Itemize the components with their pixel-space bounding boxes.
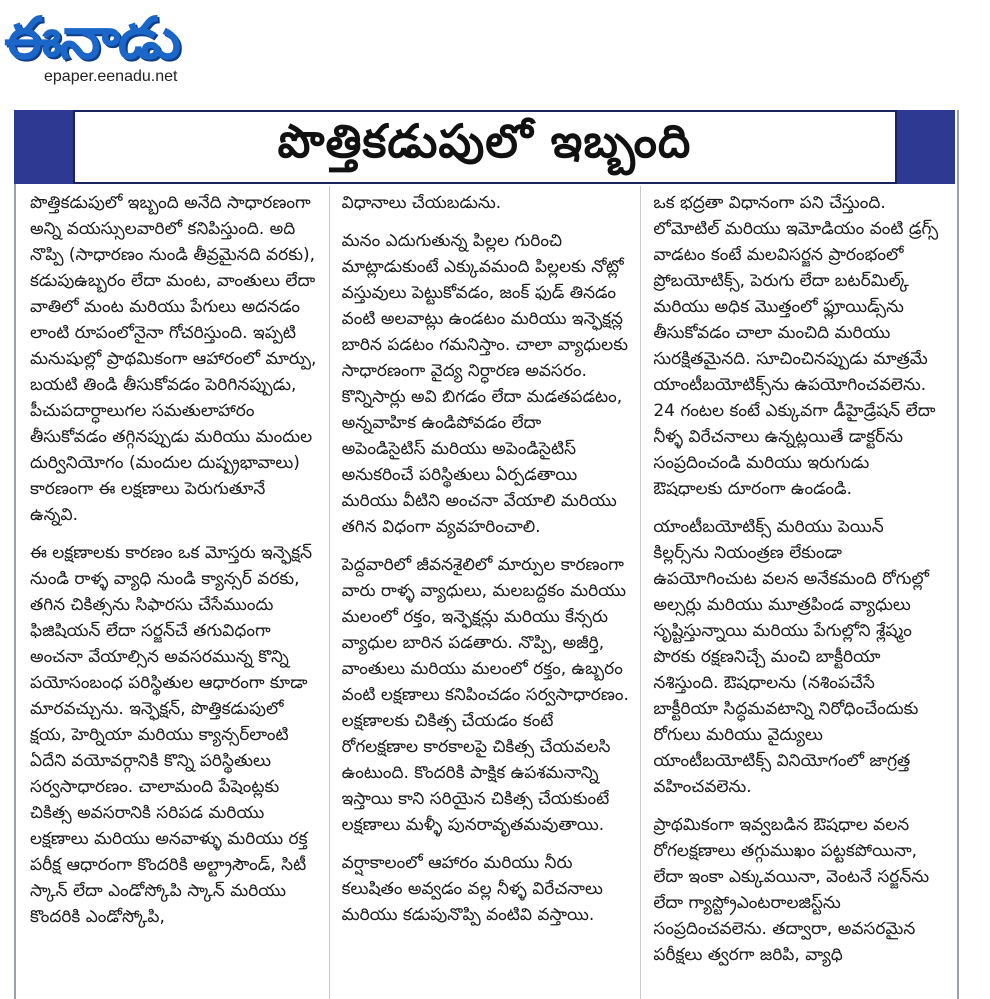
paragraph: పెద్దవారిలో జీవనశైలిలో మార్పుల కారణంగా వారు రాళ్ళ వ్యాధులు, మలబద్దకం మరియు మలంలో రక్తం, ఇన్ఫెక్షన్లు మరియు కేన్సరు వ్యాధుల బారిన పడతారు. నొప్పి, అజీర్తి, వాంతులు మరియు మలంలో రక్తం, ఉబ్బరం వంటి లక్షణాలు కనిపించడం సర్వసాధారణం. లక్షణాలకు చికిత్స చేయడం కంటే రోగలక్షణాల కారకాలపై చికిత్స చేయవలసి ఉంటుంది. కొందరికి పాక్షిక ఉపశమనాన్ని ఇస్తాయి కాని సరియైన చికిత్స చేయకుంటే లక్షణాలు మళ్ళీ పునరావృతమవుతాయి.: [341, 555, 629, 835]
paragraph: మనం ఎదుగుతున్న పిల్లల గురించి మాట్లాడుకుంటే ఎక్కువమంది పిల్లలకు నోట్లో వస్తువులు పెట్టుకోవడం, జంక్ ఫుడ్ తినడం వంటి అలవాట్లు ఉండటం మరియు ఇన్ఫెక్షన్ల బారిన పడటం గమనిస్తాం. చాలా వ్యాధులకు సాధారణంగా వైద్య నిర్ధారణ అవసరం. కొన్నిసార్లు అవి బిగడం లేదా మడతపడటం, అన్నవాహిక ఉండిపోవడం లేదా అపెండిసైటిస్ మరియు అపెండిసైటిస్ అనుకరించే పరిస్థితులు ఏర్పడతాయి మరియు వీటిని అంచనా వేయాలి మరియు తగిన విధంగా వ్యవహరించాలి.: [341, 231, 628, 537]
article-column-2: [329, 186, 641, 999]
article-column-3: [640, 186, 952, 999]
paragraph: ఈ లక్షణాలకు కారణం ఒక మోస్తరు ఇన్ఫెక్షన్ నుండి రాళ్ళ వ్యాధి నుండి క్యాన్సర్ వరకు, తగిన చికిత్సను సిఫారసు చేసేముందు ఫిజిషియన్ లేదా సర్జన్‌చే తగువిధంగా అంచనా వేయాల్సిన అవసరమున్న కొన్ని పయోసంబంధ పరిస్థితుల ఆధారంగా కూడా మారవచ్చును. ఇన్ఫెక్షన్, పొత్తికడుపులో క్షయ, హెర్నియా మరియు క్యాన్సర్‌లాంటి ఏదేని వయోవర్గానికి కొన్ని పరిస్థితులు సర్వసాధారణం. చాలామంది పేషెంట్లకు చికిత్స అవసరానికి సరిపడ మరియు లక్షణాలు మరియు అనవాళ్ళు మరియు రక్త పరీక్ష ఆధారంగా కొందరికి అల్ట్రాసౌండ్, సిటీ స్కాన్ లేదా ఎండోస్కోపి స్కాన్ మరియు కొందరికి ఎండోస్కోపి,: [30, 543, 313, 927]
headline-banner: [14, 110, 955, 184]
article-column-1: [18, 186, 329, 999]
article-headline: పొత్తికడుపులో ఇబ్బంది: [277, 114, 692, 168]
paragraph: పొత్తికడుపులో ఇబ్బంది అనేది సాధారణంగా అన్ని వయస్సులవారిలో కనిపిస్తుంది. అది నొప్పి (సాధారణం నుండి తీవ్రమైనది వరకు), కడుపుఉబ్బరం లేదా మంట, వాంతులు లేదా వాతిలో మంట మరియు పేగులు అదనడం లాంటి రూపంలోనైనా గోచరిస్తుంది. ఇప్పటి మనుషుల్లో ప్రాథమికంగా ఆహారంలో మార్పు, బయటి తిండి తీసుకోవడం పెరిగినప్పుడు, పీచుపదార్ధాలుగల సమతులాహారం తీసుకోవడం తగ్గినప్పుడు మరియు మందుల దుర్వినియోగం (మందుల దుష్ప్రభావాలు) కారణంగా ఈ లక్షణాలు పెరుగుతూనే ఉన్నవి.: [30, 193, 317, 525]
masthead: [4, 2, 244, 102]
paragraph: యాంటీబయోటిక్స్ మరియు పెయిన్ కిల్లర్స్‌ను నియంత్రణ లేకుండా ఉపయోగించుట వలన అనేకమంది రోగుల్లో అల్సర్లు మరియు మూత్రపిండ వ్యాధులు సృష్టిస్తున్నాయి మరియు పేగుల్లోని శ్లేష్మం పొరకు రక్షణనిచ్చే మంచి బాక్టీరియా నశిస్తుంది. ఔషధాలను (నశింపచేసే బాక్టీరియా సిద్ధమవటాన్ని నిరోధించేందుకు రోగులు మరియు వైద్యులు యాంటీబయోటిక్స్ వినియోగంలో జాగ్రత్త వహించవలెను.: [653, 517, 930, 797]
headline-box: [73, 110, 897, 184]
article-columns: [18, 186, 952, 999]
site-url: epaper.eenadu.net: [44, 68, 178, 85]
paragraph: ప్రాథమికంగా ఇవ్వబడిన ఔషధాల వలన రోగలక్షణాలు తగ్గుముఖం పట్టకపోయినా, లేదా ఇంకా ఎక్కువయినా, వెంటనే సర్జన్‌ను లేదా గ్యాస్ట్రోఎంటరాలజిస్ట్‌ను సంప్రదించవలెను. తద్వారా, అవసరమైన పరీక్షలు త్వరగా జరిపి, వ్యాధి: [653, 815, 930, 965]
paragraph: ఒక భద్రతా విధానంగా పని చేస్తుంది. లోమోటిల్ మరియు ఇమోడియం వంటి డ్రగ్స్ వాడటం కంటే మలవిసర్జన ప్రారంభంలో ప్రోబయోటిక్స్, పెరుగు లేదా బటర్‌మిల్క్ మరియు అధిక మొత్తంలో ఫ్లూయిడ్స్‌ను తీసుకోవడం చాలా మంచిది మరియు సురక్షితమైనది. సూచించినప్పుడు మాత్రమే యాంటీబయోటిక్స్‌ను ఉపయోగించవలెను. 24 గంటల కంటే ఎక్కువగా డీహైడ్రేషన్ లేదా నీళ్ళ విరేచనాలు ఉన్నట్లయితే డాక్టర్‌ను సంప్రదించండి మరియు ఇరుగుడు ఔషధాలకు దూరంగా ఉండండి.: [653, 193, 939, 499]
eenadu-logo: ఈనాడు: [4, 4, 179, 72]
paragraph: విధానాలు చేయబడును.: [341, 193, 502, 213]
paragraph: వర్షాకాలంలో ఆహారం మరియు నీరు కలుషితం అవ్వడం వల్ల నీళ్ళ విరేచనాలు మరియు కడుపునొప్పి వంటివి వస్తాయి.: [341, 853, 603, 925]
